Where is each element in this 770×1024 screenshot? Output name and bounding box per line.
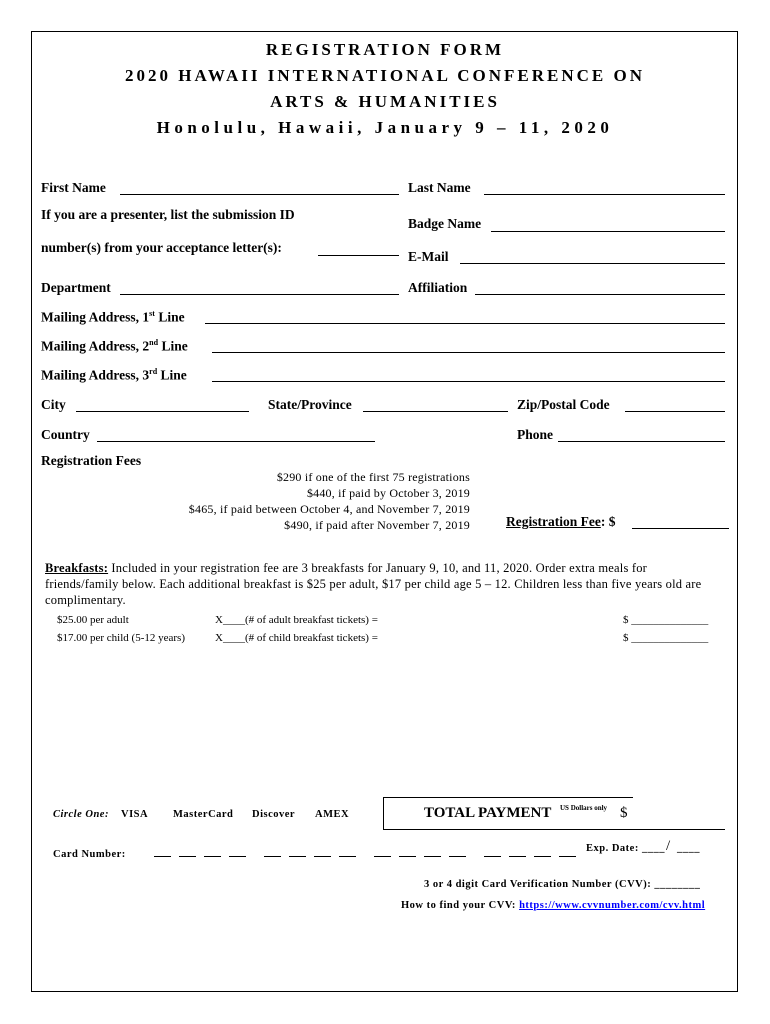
registration-fees-heading: Registration Fees xyxy=(41,453,142,468)
badge-name-field[interactable] xyxy=(491,231,725,232)
department-field[interactable] xyxy=(120,294,399,295)
card-option-amex[interactable]: AMEX xyxy=(315,809,350,820)
adult-ticket-qty[interactable]: X____(# of adult breakfast tickets) = xyxy=(215,614,378,626)
phone-label: Phone xyxy=(517,427,554,442)
cvv-label[interactable]: 3 or 4 digit Card Verification Number (CVV): ________ xyxy=(424,879,701,890)
breakfasts-heading: Breakfasts: xyxy=(45,561,109,575)
exp-date-label[interactable]: Exp. Date: ____ xyxy=(586,843,665,854)
submission-id-field[interactable] xyxy=(318,255,399,256)
last-name-field[interactable] xyxy=(484,194,725,195)
zip-field[interactable] xyxy=(625,411,725,412)
mailing-address-2-label: Mailing Address, 2nd Line xyxy=(41,338,188,354)
email-field[interactable] xyxy=(460,263,725,264)
circle-one-label: Circle One: xyxy=(53,809,109,820)
presenter-label-2: number(s) from your acceptance letter(s): xyxy=(41,240,282,255)
state-label: State/Province xyxy=(268,397,352,412)
presenter-label-1: If you are a presenter, list the submission ID xyxy=(41,207,295,222)
first-name-field[interactable] xyxy=(120,194,399,195)
email-label: E-Mail xyxy=(408,249,449,264)
affiliation-label: Affiliation xyxy=(408,280,468,295)
card-option-visa[interactable]: VISA xyxy=(121,809,149,820)
last-name-label: Last Name xyxy=(408,180,471,195)
fee-tier-4: $490, if paid after November 7, 2019 xyxy=(284,518,470,532)
cvv-help: How to find your CVV: https://www.cvvnumber.com/cvv.html xyxy=(401,900,706,911)
adult-price: $25.00 per adult xyxy=(57,614,129,626)
affiliation-field[interactable] xyxy=(475,294,725,295)
card-number-label: Card Number: xyxy=(53,849,126,860)
mailing-address-2-field[interactable] xyxy=(212,352,725,353)
city-field[interactable] xyxy=(76,411,249,412)
conference-location-date: Honolulu, Hawaii, January 9 – 11, 2020 xyxy=(156,118,614,137)
adult-ticket-amount[interactable]: $ ______________ xyxy=(623,614,709,626)
child-ticket-qty[interactable]: X____(# of child breakfast tickets) = xyxy=(215,632,378,644)
city-label: City xyxy=(41,397,66,412)
total-dollar-sign: $ xyxy=(620,805,628,821)
child-ticket-amount[interactable]: $ ______________ xyxy=(623,632,709,644)
badge-name-label: Badge Name xyxy=(408,216,482,231)
zip-label: Zip/Postal Code xyxy=(517,397,610,412)
country-field[interactable] xyxy=(97,441,375,442)
mailing-address-1-field[interactable] xyxy=(205,323,725,324)
first-name-label: First Name xyxy=(41,180,106,195)
mailing-address-3-label: Mailing Address, 3rd Line xyxy=(41,367,187,383)
fee-tier-1: $290 if one of the first 75 registrations xyxy=(276,470,470,484)
total-payment-label: TOTAL PAYMENT xyxy=(424,805,552,821)
mailing-address-3-field[interactable] xyxy=(212,381,725,382)
total-payment-note: US Dollars only xyxy=(560,804,608,812)
registration-fee-label: Registration Fee: $ xyxy=(506,514,616,529)
country-label: Country xyxy=(41,427,90,442)
breakfasts-paragraph xyxy=(45,560,715,608)
exp-date-year[interactable]: ____ xyxy=(677,843,700,854)
mailing-address-1-label: Mailing Address, 1st Line xyxy=(41,309,185,325)
exp-date-slash: / xyxy=(666,838,671,854)
card-option-mastercard[interactable]: MasterCard xyxy=(173,809,234,820)
card-option-discover[interactable]: Discover xyxy=(252,809,296,820)
child-price: $17.00 per child (5-12 years) xyxy=(57,632,185,644)
conference-title: 2020 HAWAII INTERNATIONAL CONFERENCE ON xyxy=(124,66,646,85)
fee-tier-2: $440, if paid by October 3, 2019 xyxy=(306,486,470,500)
total-payment-field[interactable] xyxy=(633,829,725,830)
phone-field[interactable] xyxy=(558,441,725,442)
department-label: Department xyxy=(41,280,111,295)
cvv-help-link[interactable]: https://www.cvvnumber.com/cvv.html xyxy=(519,900,706,911)
conference-subtitle: ARTS & HUMANITIES xyxy=(270,92,500,111)
breakfasts-text: Included in your registration fee are 3 breakfasts for January 9, 10, and 11, 2020. Order extra meals for friends/family below. Each additional breakfast is $25 per adult, $17 per child age 5 – 12. Children less than five years old are complimentary. xyxy=(45,561,702,607)
fee-tier-3: $465, if paid between October 4, and November 7, 2019 xyxy=(188,502,470,516)
form-title: REGISTRATION FORM xyxy=(265,40,505,59)
registration-fee-field[interactable] xyxy=(632,528,729,529)
state-field[interactable] xyxy=(363,411,508,412)
